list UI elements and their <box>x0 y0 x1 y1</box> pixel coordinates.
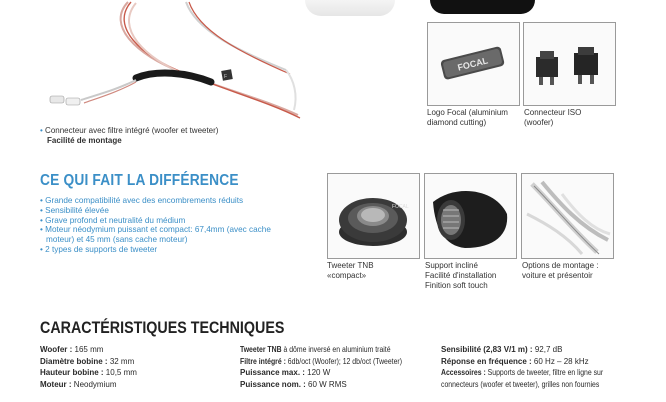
logo-focal-caption <box>427 108 508 128</box>
tweeter-caption-line1: Tweeter TNB <box>327 261 374 270</box>
spec-row: Sensibilité (2,83 V/1 m) : 92,7 dB <box>441 345 563 354</box>
logo-focal-caption-line1: Logo Focal (aluminium <box>427 108 508 117</box>
feature-item: • 2 types de supports de tweeter <box>40 244 158 254</box>
cable-caption-line1: Connecteur avec filtre intégré (woofer et tweeter) <box>45 126 219 135</box>
iso-connector-caption <box>524 108 581 128</box>
spec-row: Réponse en fréquence : 60 Hz – 28 kHz <box>441 356 589 366</box>
iso-connector-photo <box>523 22 616 106</box>
feature-item: • Sensibilité élevée <box>40 205 109 215</box>
mounting-caption-line2: voiture et présentoir <box>522 271 593 280</box>
specs-col1 <box>40 344 137 390</box>
iso-connector-caption-line2: (woofer) <box>524 118 554 127</box>
inclined-support-photo <box>424 173 517 259</box>
logo-focal-photo <box>427 22 520 106</box>
cable-photo <box>36 0 306 125</box>
cable-caption: • Connecteur avec filtre intégré (woofer et tweeter) Facilité de montage <box>40 126 219 145</box>
feature-item: moteur) et 45 mm (sans cache moteur) <box>46 235 188 245</box>
support-caption-line3: Finition soft touch <box>425 281 488 290</box>
spec-row: Woofer : 165 mm <box>40 345 104 354</box>
specs-col2 <box>240 344 428 390</box>
feature-list <box>40 196 271 255</box>
tech-title: CARACTÉRISTIQUES TECHNIQUES <box>40 318 285 337</box>
feature-item: • Moteur néodymium puissant et compact: 67,4mm (avec cache <box>40 225 271 235</box>
mounting-options-caption <box>522 261 599 281</box>
spec-row: Puissance max. : 120 W <box>240 368 331 377</box>
spec-row: Hauteur bobine : 10,5 mm <box>40 368 137 377</box>
feature-item: • Grave profond et neutralité du médium <box>40 215 186 225</box>
support-caption-line2: Facilité d'installation <box>425 271 497 280</box>
spec-row: Accessoires : Supports de tweeter, filtre en ligne sur <box>441 368 604 377</box>
feature-item: • Grande compatibilité avec des encombrements réduits <box>40 196 244 205</box>
spec-row: connecteurs (woofer et tweeter), grilles non fournies <box>441 379 600 389</box>
svg-text:F: F <box>224 74 228 80</box>
spec-row: Moteur : Neodymium <box>40 379 117 389</box>
headline: CE QUI FAIT LA DIFFÉRENCE <box>40 172 239 189</box>
tweeter-tnb-photo <box>327 173 420 259</box>
cable-caption-line2: Facilité de montage <box>47 136 122 145</box>
specs-col3 <box>441 344 630 390</box>
tweeter-tnb-caption <box>327 261 374 281</box>
support-caption-line1: Support incliné <box>425 261 478 270</box>
tweeter-logo-text: FOCAL <box>392 204 409 210</box>
spec-row: Diamètre bobine : 32 mm <box>40 356 135 366</box>
mounting-options-photo <box>521 173 614 259</box>
logo-focal-text: FOCAL <box>456 55 490 73</box>
tweeter-caption-line2: «compact» <box>327 271 367 280</box>
cropped-product-shape-left <box>305 0 395 16</box>
inclined-support-caption <box>425 261 496 291</box>
spec-row: Tweeter TNB à dôme inversé en aluminium traité <box>240 345 391 354</box>
mounting-caption-line1: Options de montage : <box>522 261 599 270</box>
spec-row: Puissance nom. : 60 W RMS <box>240 379 347 389</box>
spec-row: Filtre intégré : 6db/oct (Woofer); 12 db/oct (Tweeter) <box>240 356 403 366</box>
cropped-product-shape-right <box>430 0 535 14</box>
iso-connector-caption-line1: Connecteur ISO <box>524 108 582 117</box>
logo-focal-caption-line2: diamond cutting) <box>427 118 487 127</box>
